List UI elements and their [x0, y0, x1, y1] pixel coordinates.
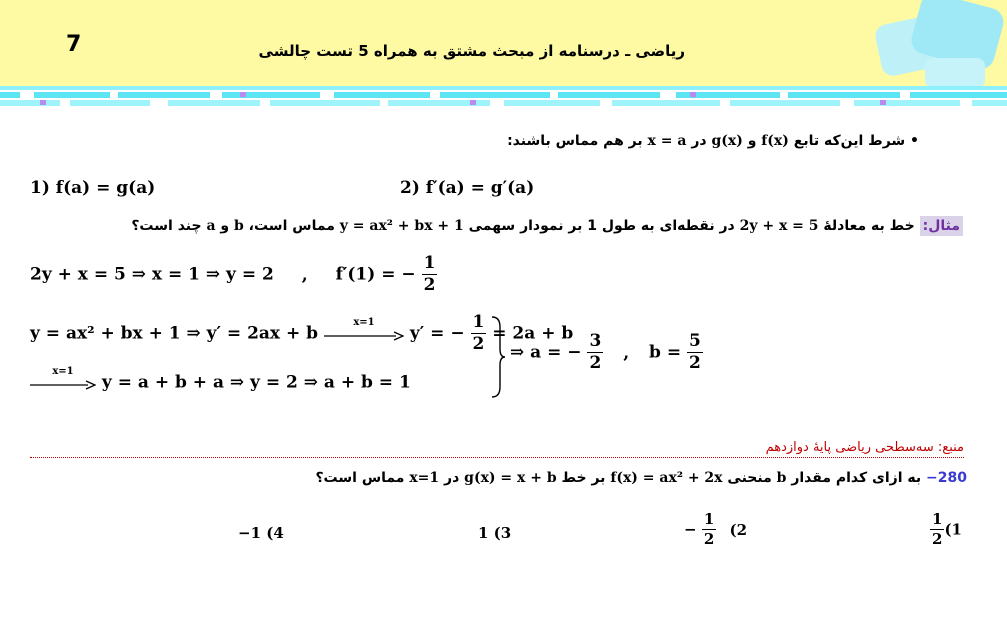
solution-step-2: y = ax² + bx + 1 ⇒ y′ = 2ax + b x=1 y′ = − $\frac{1}{2}$ = 2a + b: [30, 312, 574, 354]
solution-step-3: x=1 y = a + b + a ⇒ y = 2 ⇒ a + b = 1: [30, 372, 411, 393]
page-title: ریاضی ـ درسنامه از مبحث مشتق به همراه 5 تست چالشی: [258, 42, 685, 60]
condition-statement: • شرط این‌که تابع f(x) و g(x) در x = a بر هم مماس باشند:: [507, 133, 919, 149]
condition-1: 1) f(a) = g(a): [30, 178, 156, 198]
right-arrow-icon: x=1: [324, 327, 404, 341]
option-1[interactable]: $\frac{1}{2}$ (1: [932, 510, 962, 548]
fraction: $\frac{3}{2}$: [589, 331, 602, 373]
option-3[interactable]: 1 (3: [478, 524, 512, 542]
example-badge: مثال:: [920, 216, 963, 236]
question-280: 280− به ازای کدام مقدار b منحنی f(x) = ax² + 2x بر خط g(x) = x + b در x=1 مماس است؟: [315, 470, 967, 486]
bullet: •: [910, 133, 919, 149]
solution-step-1: 2y + x = 5 ⇒ x = 1 ⇒ y = 2 , f′(1) = − $\frac{1}{2}$: [30, 253, 436, 295]
source-line: منبع: سه‌سطحی ریاضی پایهٔ دوازدهم: [30, 440, 964, 458]
option-4[interactable]: −1 (4: [238, 524, 284, 542]
fraction: $\frac{1}{2}$: [472, 312, 485, 354]
page-number: 7: [66, 32, 82, 57]
question-number: 280−: [926, 470, 967, 486]
curly-brace: [490, 315, 506, 399]
right-arrow-icon: x=1: [30, 376, 96, 390]
fraction: $\frac{1}{2}$: [423, 253, 436, 295]
option-2[interactable]: − $\frac{1}{2}$ (2: [684, 510, 748, 548]
fraction: $\frac{5}{2}$: [689, 331, 701, 373]
example-statement: مثال: خط به معادلهٔ 2y + x = 5 در نقطه‌ای به طول 1 بر نمودار سهمی y = ax² + bx + 1 مماس است، b و a چند است؟: [13, 210, 963, 242]
condition-2: 2) f′(a) = g′(a): [400, 178, 535, 198]
header-band: [0, 86, 1007, 106]
solution-result: ⇒ a = − $\frac{3}{2}$ , b = $\frac{5}{2}$: [510, 331, 701, 373]
